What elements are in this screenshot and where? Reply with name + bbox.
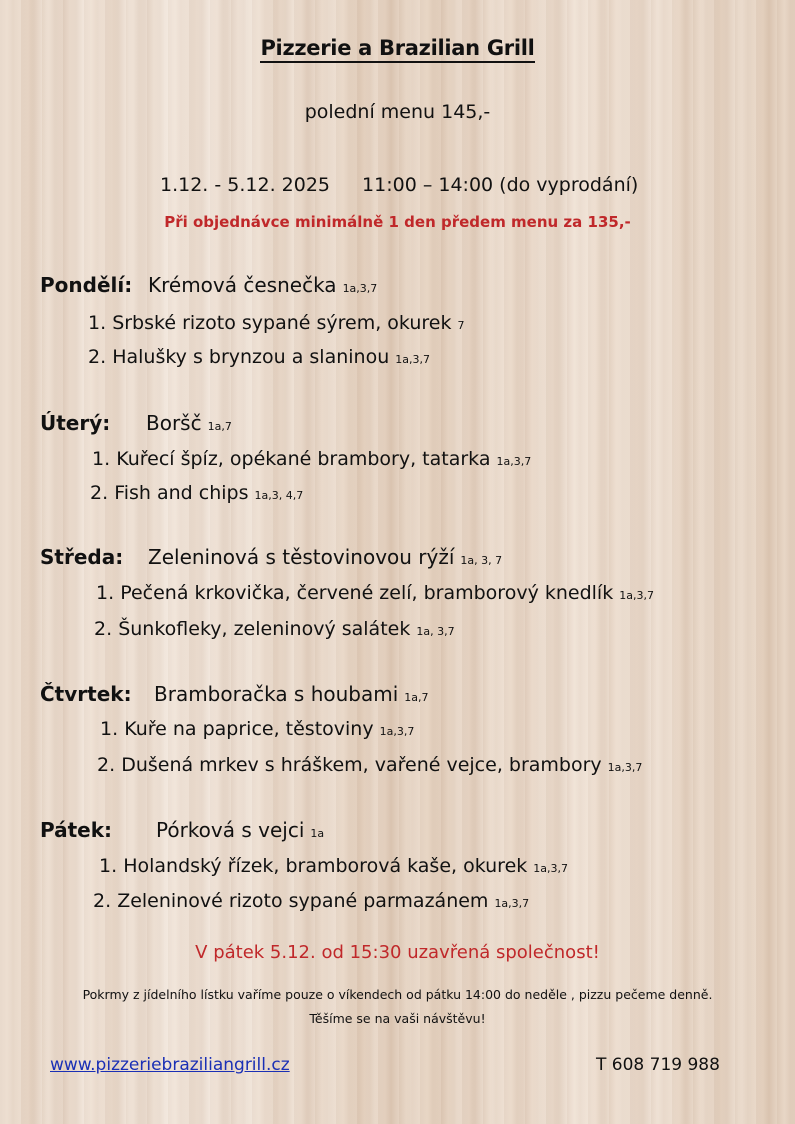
wednesday-soup: Zeleninová s těstovinovou rýží 1a, 3, 7 xyxy=(148,545,503,569)
footer-greeting: Těšíme se na vaši návštěvu! xyxy=(309,1011,486,1026)
friday-soup: Pórková s vejci 1a xyxy=(156,818,325,842)
website-link[interactable]: www.pizzeriebraziliangrill.cz xyxy=(50,1055,290,1075)
menu-dates-hours xyxy=(160,174,638,196)
day-tuesday xyxy=(40,411,110,435)
friday-item-1: 1. Holandský řízek, bramborová kaše, okurek 1a,3,7 xyxy=(99,855,569,877)
phone-number: T 608 719 988 xyxy=(596,1055,720,1075)
tuesday-soup: Boršč 1a,7 xyxy=(146,411,232,435)
day-wednesday xyxy=(40,545,123,569)
day-label: Pondělí: xyxy=(40,273,133,297)
preorder-note: Při objednávce minimálně 1 den předem menu za 135,- xyxy=(164,213,631,231)
thursday-soup: Bramboračka s houbami 1a,7 xyxy=(154,682,429,706)
day-monday xyxy=(40,273,132,297)
monday-soup: Krémová česnečka 1a,3,7 xyxy=(148,273,378,297)
day-label: Úterý: xyxy=(40,411,111,435)
day-label: Pátek: xyxy=(40,818,113,842)
menu-title: Pizzerie a Brazilian Grill xyxy=(0,36,795,60)
closed-notice: V pátek 5.12. od 15:30 uzavřená společnost! xyxy=(195,942,600,963)
day-label: Čtvrtek: xyxy=(40,682,132,706)
thursday-item-2: 2. Dušená mrkev s hráškem, vařené vejce, brambory 1a,3,7 xyxy=(97,754,643,776)
day-label: Středa: xyxy=(40,545,124,569)
day-friday xyxy=(40,818,112,842)
monday-item-1: 1. Srbské rizoto sypané sýrem, okurek 7 xyxy=(88,312,465,334)
footer-note: Pokrmy z jídelního lístku vaříme pouze o víkendech od pátku 14:00 do neděle , pizzu pečeme denně. xyxy=(82,987,713,1002)
menu-dates: 1.12. - 5.12. 2025 xyxy=(160,174,331,196)
wednesday-item-1: 1. Pečená krkovička, červené zelí, bramborový knedlík 1a,3,7 xyxy=(96,582,654,604)
friday-item-2: 2. Zeleninové rizoto sypané parmazánem 1a,3,7 xyxy=(93,890,530,912)
monday-item-2: 2. Halušky s brynzou a slaninou 1a,3,7 xyxy=(88,346,430,368)
menu-hours: 11:00 – 14:00 (do vyprodání) xyxy=(362,174,639,196)
menu-subtitle: polední menu 145,- xyxy=(304,101,491,123)
day-thursday xyxy=(40,682,132,706)
tuesday-item-1: 1. Kuřecí špíz, opékané brambory, tatarka 1a,3,7 xyxy=(92,448,532,470)
wednesday-item-2: 2. Šunkofleky, zeleninový salátek 1a, 3,7 xyxy=(94,618,455,640)
thursday-item-1: 1. Kuře na paprice, těstoviny 1a,3,7 xyxy=(100,718,415,740)
tuesday-item-2: 2. Fish and chips 1a,3, 4,7 xyxy=(90,482,304,504)
